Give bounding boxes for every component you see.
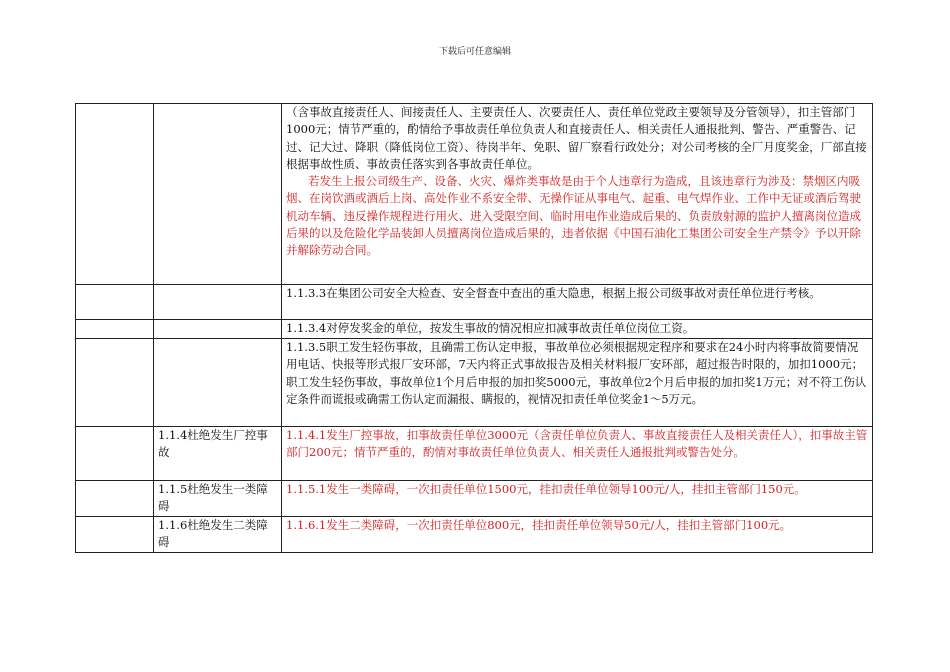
cell-content: 1.1.3.4对停发奖金的单位，按发生事故的情况相应扣减事故责任单位岗位工资。 <box>282 320 873 339</box>
cell-item-title: 1.1.6杜绝发生二类障碍 <box>154 517 282 553</box>
table-row <box>76 517 873 553</box>
cell-item-title: 1.1.4杜绝发生厂控事故 <box>154 427 282 481</box>
cell-col2 <box>154 339 282 427</box>
cell-col1 <box>76 517 154 553</box>
cell-col1 <box>76 339 154 427</box>
table-row <box>76 104 873 285</box>
cell-col1 <box>76 285 154 320</box>
cell-item-title: 1.1.5杜绝发生一类障碍 <box>154 481 282 517</box>
cell-content: 1.1.6.1发生二类障碍，一次扣责任单位800元，挂扣责任单位领导50元/人，挂扣主管部门100元。 <box>282 517 873 553</box>
cell-col1 <box>76 481 154 517</box>
cell-col2 <box>154 320 282 339</box>
cell-col1 <box>76 427 154 481</box>
header-note: 下载后可任意编辑 <box>438 47 511 57</box>
cell-content: 1.1.3.3在集团公司安全大检查、安全督查中查出的重大隐患，根据上报公司级事故对责任单位进行考核。 <box>282 285 873 320</box>
paragraph-dismissal-rule: 若发生上报公司级生产、设备、火灾、爆炸类事故是由于个人违章行为造成，且该违章行为涉及：禁烟区内吸烟、在岗饮酒或酒后上岗、高处作业不系安全带、无操作证从事电气、起重、电气焊作业、工作中无证或酒后驾驶机动车辆、违反操作规程进行用火、进入受限空间、临时用电作业造成后果的、负责放射源的监护人擅离岗位造成后果的以及危险化学品装卸人员擅离岗位造成后果的，违者依据《中国石油化工集团公司安全生产禁令》予以开除并解除劳动合同。 <box>286 174 861 258</box>
assessment-table <box>75 103 873 553</box>
table-row <box>76 285 873 320</box>
cell-content: 1.1.5.1发生一类障碍，一次扣责任单位1500元，挂扣责任单位领导100元/人，挂扣主管部门150元。 <box>282 481 873 517</box>
cell-content: 1.1.3.5职工发生轻伤事故，且确需工伤认定申报，事故单位必须根据规定程序和要求在24小时内将事故简要情况用电话、快报等形式报厂安环部，7天内将正式事故报告及相关材料报厂安环部，超过报告时限的，加扣1000元；职工发生轻伤事故，事故单位1个月后申报的加扣奖5000元，事故单位2个月后申报的加扣奖1万元；对不符工伤认定条件而谎报或确需工伤认定而漏报、瞒报的，视情况扣责任单位奖金1～5万元。 <box>282 339 873 427</box>
table-row <box>76 339 873 427</box>
table-row <box>76 481 873 517</box>
cell-col2 <box>154 104 282 285</box>
cell-content: 1.1.4.1发生厂控事故，扣事故责任单位3000元（含责任单位负责人、事故直接责任人及相关责任人），扣事故主管部门200元；情节严重的，酌情对事故责任单位负责人、相关责任人通报批判或警告处分。 <box>282 427 873 481</box>
cell-content <box>282 104 873 285</box>
cell-col2 <box>154 285 282 320</box>
cell-col1 <box>76 320 154 339</box>
paragraph-penalty: （含事故直接责任人、间接责任人、主要责任人、次要责任人、责任单位党政主要领导及分管领导），扣主管部门1000元；情节严重的，酌情给予事故责任单位负责人和直接责任人、相关责任人通报批判、警告、严重警告、记过、记大过、降职（降低岗位工资）、待岗半年、免职、留厂察看行政处分；对公司考核的全厂月度奖金，厂部直接根据事故性质、事故责任落实到各事故责任单位。 <box>286 105 867 171</box>
cell-col1 <box>76 104 154 285</box>
table-row <box>76 427 873 481</box>
table-row <box>76 320 873 339</box>
